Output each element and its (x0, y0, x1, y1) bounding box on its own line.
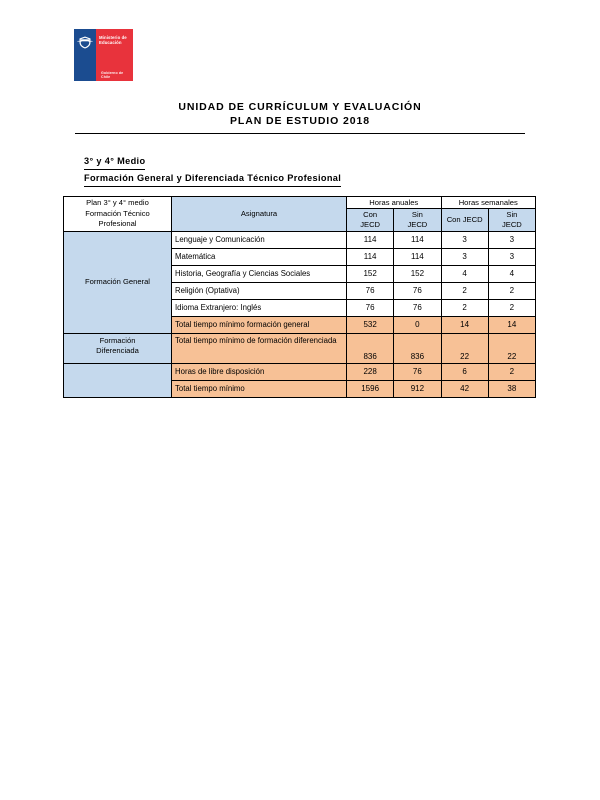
header-semanal-sin-l1: Sin (506, 210, 518, 220)
weekly-con-jecd: 2 (441, 282, 488, 299)
weekly-con-jecd: 22 (441, 333, 488, 363)
weekly-sin-jecd: 4 (488, 265, 535, 282)
annual-sin-jecd: 836 (394, 333, 441, 363)
table-header-row-top (64, 197, 536, 209)
logo-blue-band (74, 29, 96, 81)
header-semanal-con-jecd: Con JECD (441, 209, 488, 231)
header-anual-con-l1: Con (363, 210, 378, 220)
logo-government-text: Gobierno de Chile (101, 70, 124, 79)
group-formacion-general: Formación General (64, 231, 172, 333)
weekly-con-jecd: 4 (441, 265, 488, 282)
subject-name: Historia, Geografía y Ciencias Sociales (172, 265, 347, 282)
weekly-sin-jecd: 3 (488, 231, 535, 248)
header-anual-sin-l1: Sin (411, 210, 423, 220)
header-plan-cell (64, 197, 172, 232)
subject-name: Lenguaje y Comunicación (172, 231, 347, 248)
table-body (64, 231, 536, 397)
weekly-con-jecd: 6 (441, 363, 488, 380)
ministerio-educacion-logo (73, 28, 134, 82)
annual-con-jecd: 76 (347, 282, 394, 299)
header-semanal-sin-l2: JECD (501, 219, 522, 229)
weekly-sin-jecd: 2 (488, 282, 535, 299)
table-row-total (64, 363, 536, 380)
subject-name: Matemática (172, 248, 347, 265)
weekly-sin-jecd: 3 (488, 248, 535, 265)
header-anual-con-l2: JECD (360, 219, 381, 229)
header-plan-line1: Plan 3° y 4° medio (86, 198, 149, 207)
annual-con-jecd: 114 (347, 248, 394, 265)
group-formacion-diferenciada (64, 333, 172, 363)
group-diferenciada-line1: Formación (99, 335, 136, 345)
subject-name: Total tiempo mínimo formación general (172, 316, 347, 333)
weekly-con-jecd: 3 (441, 231, 488, 248)
table-row-total (64, 333, 536, 363)
annual-sin-jecd: 76 (394, 299, 441, 316)
document-subtitle (84, 153, 341, 187)
plan-de-estudio-table (63, 196, 536, 398)
subject-name: Religión (Optativa) (172, 282, 347, 299)
annual-sin-jecd: 76 (394, 363, 441, 380)
group-diferenciada-line2: Diferenciada (96, 346, 139, 355)
header-plan-title: PLAN DE ESTUDIO 2018 (230, 115, 370, 127)
subject-name: Horas de libre disposición (172, 363, 347, 380)
subject-name: Total tiempo mínimo (172, 380, 347, 397)
subtitle-formation-type: Formación General y Diferenciada Técnico Profesional (84, 172, 341, 187)
table-row (64, 231, 536, 248)
header-horas-anuales: Horas anuales (347, 197, 442, 209)
weekly-con-jecd: 42 (441, 380, 488, 397)
header-anual-sin-jecd (394, 209, 441, 231)
annual-con-jecd: 76 (347, 299, 394, 316)
annual-con-jecd: 532 (347, 316, 394, 333)
header-unit-title: UNIDAD DE CURRÍCULUM Y EVALUACIÓN (178, 101, 422, 113)
weekly-con-jecd: 2 (441, 299, 488, 316)
header-divider (75, 133, 525, 134)
weekly-con-jecd: 3 (441, 248, 488, 265)
header-horas-semanales: Horas semanales (441, 197, 536, 209)
chile-coat-of-arms-icon (77, 36, 93, 49)
annual-con-jecd: 228 (347, 363, 394, 380)
annual-sin-jecd: 152 (394, 265, 441, 282)
logo-ministry-line1: Ministerio de (99, 35, 127, 40)
weekly-sin-jecd: 38 (488, 380, 535, 397)
header-plan-line3: Profesional (98, 219, 137, 228)
weekly-sin-jecd: 14 (488, 316, 535, 333)
header-anual-con-jecd (347, 209, 394, 231)
header-plan-line2: Formación Técnico (85, 208, 150, 218)
subject-name: Idioma Extranjero: Inglés (172, 299, 347, 316)
annual-con-jecd: 114 (347, 231, 394, 248)
subject-name: Total tiempo mínimo de formación diferenciada (172, 333, 347, 363)
document-header (75, 100, 525, 128)
annual-con-jecd: 152 (347, 265, 394, 282)
annual-sin-jecd: 0 (394, 316, 441, 333)
annual-sin-jecd: 76 (394, 282, 441, 299)
logo-red-band (96, 29, 133, 81)
header-anual-sin-l2: JECD (407, 219, 428, 229)
subtitle-grade-level: 3° y 4° Medio (84, 155, 145, 170)
weekly-sin-jecd: 2 (488, 299, 535, 316)
annual-con-jecd: 836 (347, 333, 394, 363)
annual-sin-jecd: 912 (394, 380, 441, 397)
weekly-sin-jecd: 22 (488, 333, 535, 363)
annual-con-jecd: 1596 (347, 380, 394, 397)
annual-sin-jecd: 114 (394, 231, 441, 248)
group-empty-cell (64, 363, 172, 397)
logo-ministry-text (99, 35, 127, 46)
header-semanal-sin-jecd (488, 209, 535, 231)
weekly-sin-jecd: 2 (488, 363, 535, 380)
weekly-con-jecd: 14 (441, 316, 488, 333)
logo-ministry-line2: Educación (99, 40, 122, 46)
annual-sin-jecd: 114 (394, 248, 441, 265)
header-asignatura: Asignatura (172, 197, 347, 232)
